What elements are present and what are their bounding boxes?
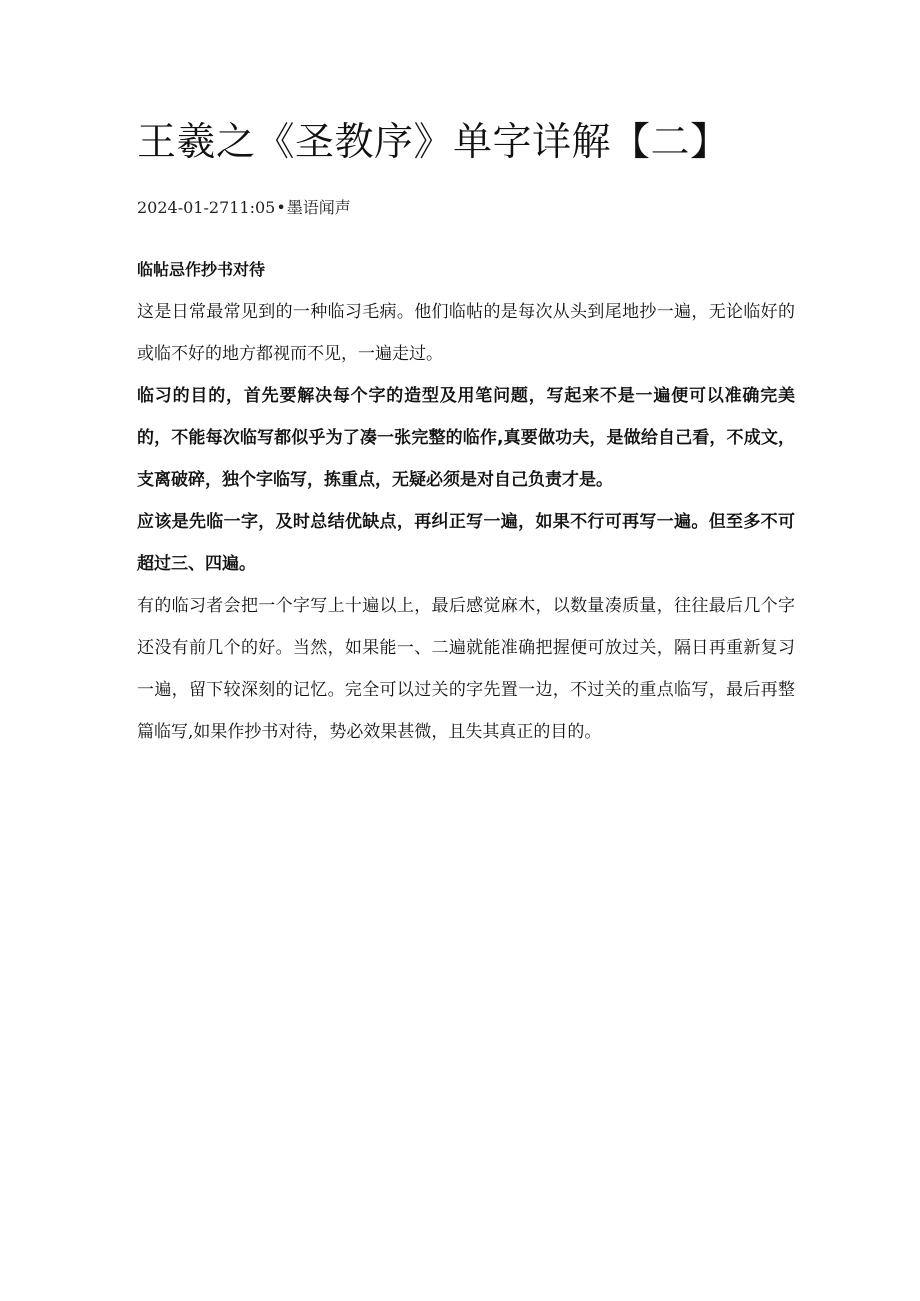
paragraph-3: 应该是先临一字，及时总结优缺点，再纠正写一遍，如果不行可再写一遍。但至多不可超过三、四遍。 [137,512,795,574]
paragraph-4: 有的临习者会把一个字写上十遍以上，最后感觉麻木，以数量凑质量，往往最后几个字还没有前几个的好。当然，如果能一、二遍就能准确把握便可放过关，隔日再重新复习一遍，留下较深刻的记忆。完全可以过关的字先置一边，不过关的重点临写，最后再整篇临写,如果作抄书对待，势必效果甚微，且失其真正的目的。 [137,596,795,742]
publish-datetime: 2024-01-2711:05 [137,198,276,217]
article-title: 王羲之《圣教序》单字详解【二】 [137,120,730,165]
article [137,110,795,753]
author-name: 墨语闻声 [286,198,351,217]
meta-separator: • [276,198,286,217]
section-heading: 临帖忌作抄书对待 [137,260,266,279]
paragraph-1: 这是日常最常见到的一种临习毛病。他们临帖的是每次从头到尾地抄一遍，无论临好的或临不好的地方都视而不见，一遍走过。 [137,302,795,364]
article-meta [137,196,795,220]
paragraph-2: 临习的目的，首先要解决每个字的造型及用笔问题，写起来不是一遍便可以准确完美的，不能每次临写都似乎为了凑一张完整的临作,真要做功夫，是做给自己看，不成文，支离破碎，独个字临写，拣重点，无疑必须是对自己负责才是。 [137,386,795,490]
article-body [137,255,795,753]
